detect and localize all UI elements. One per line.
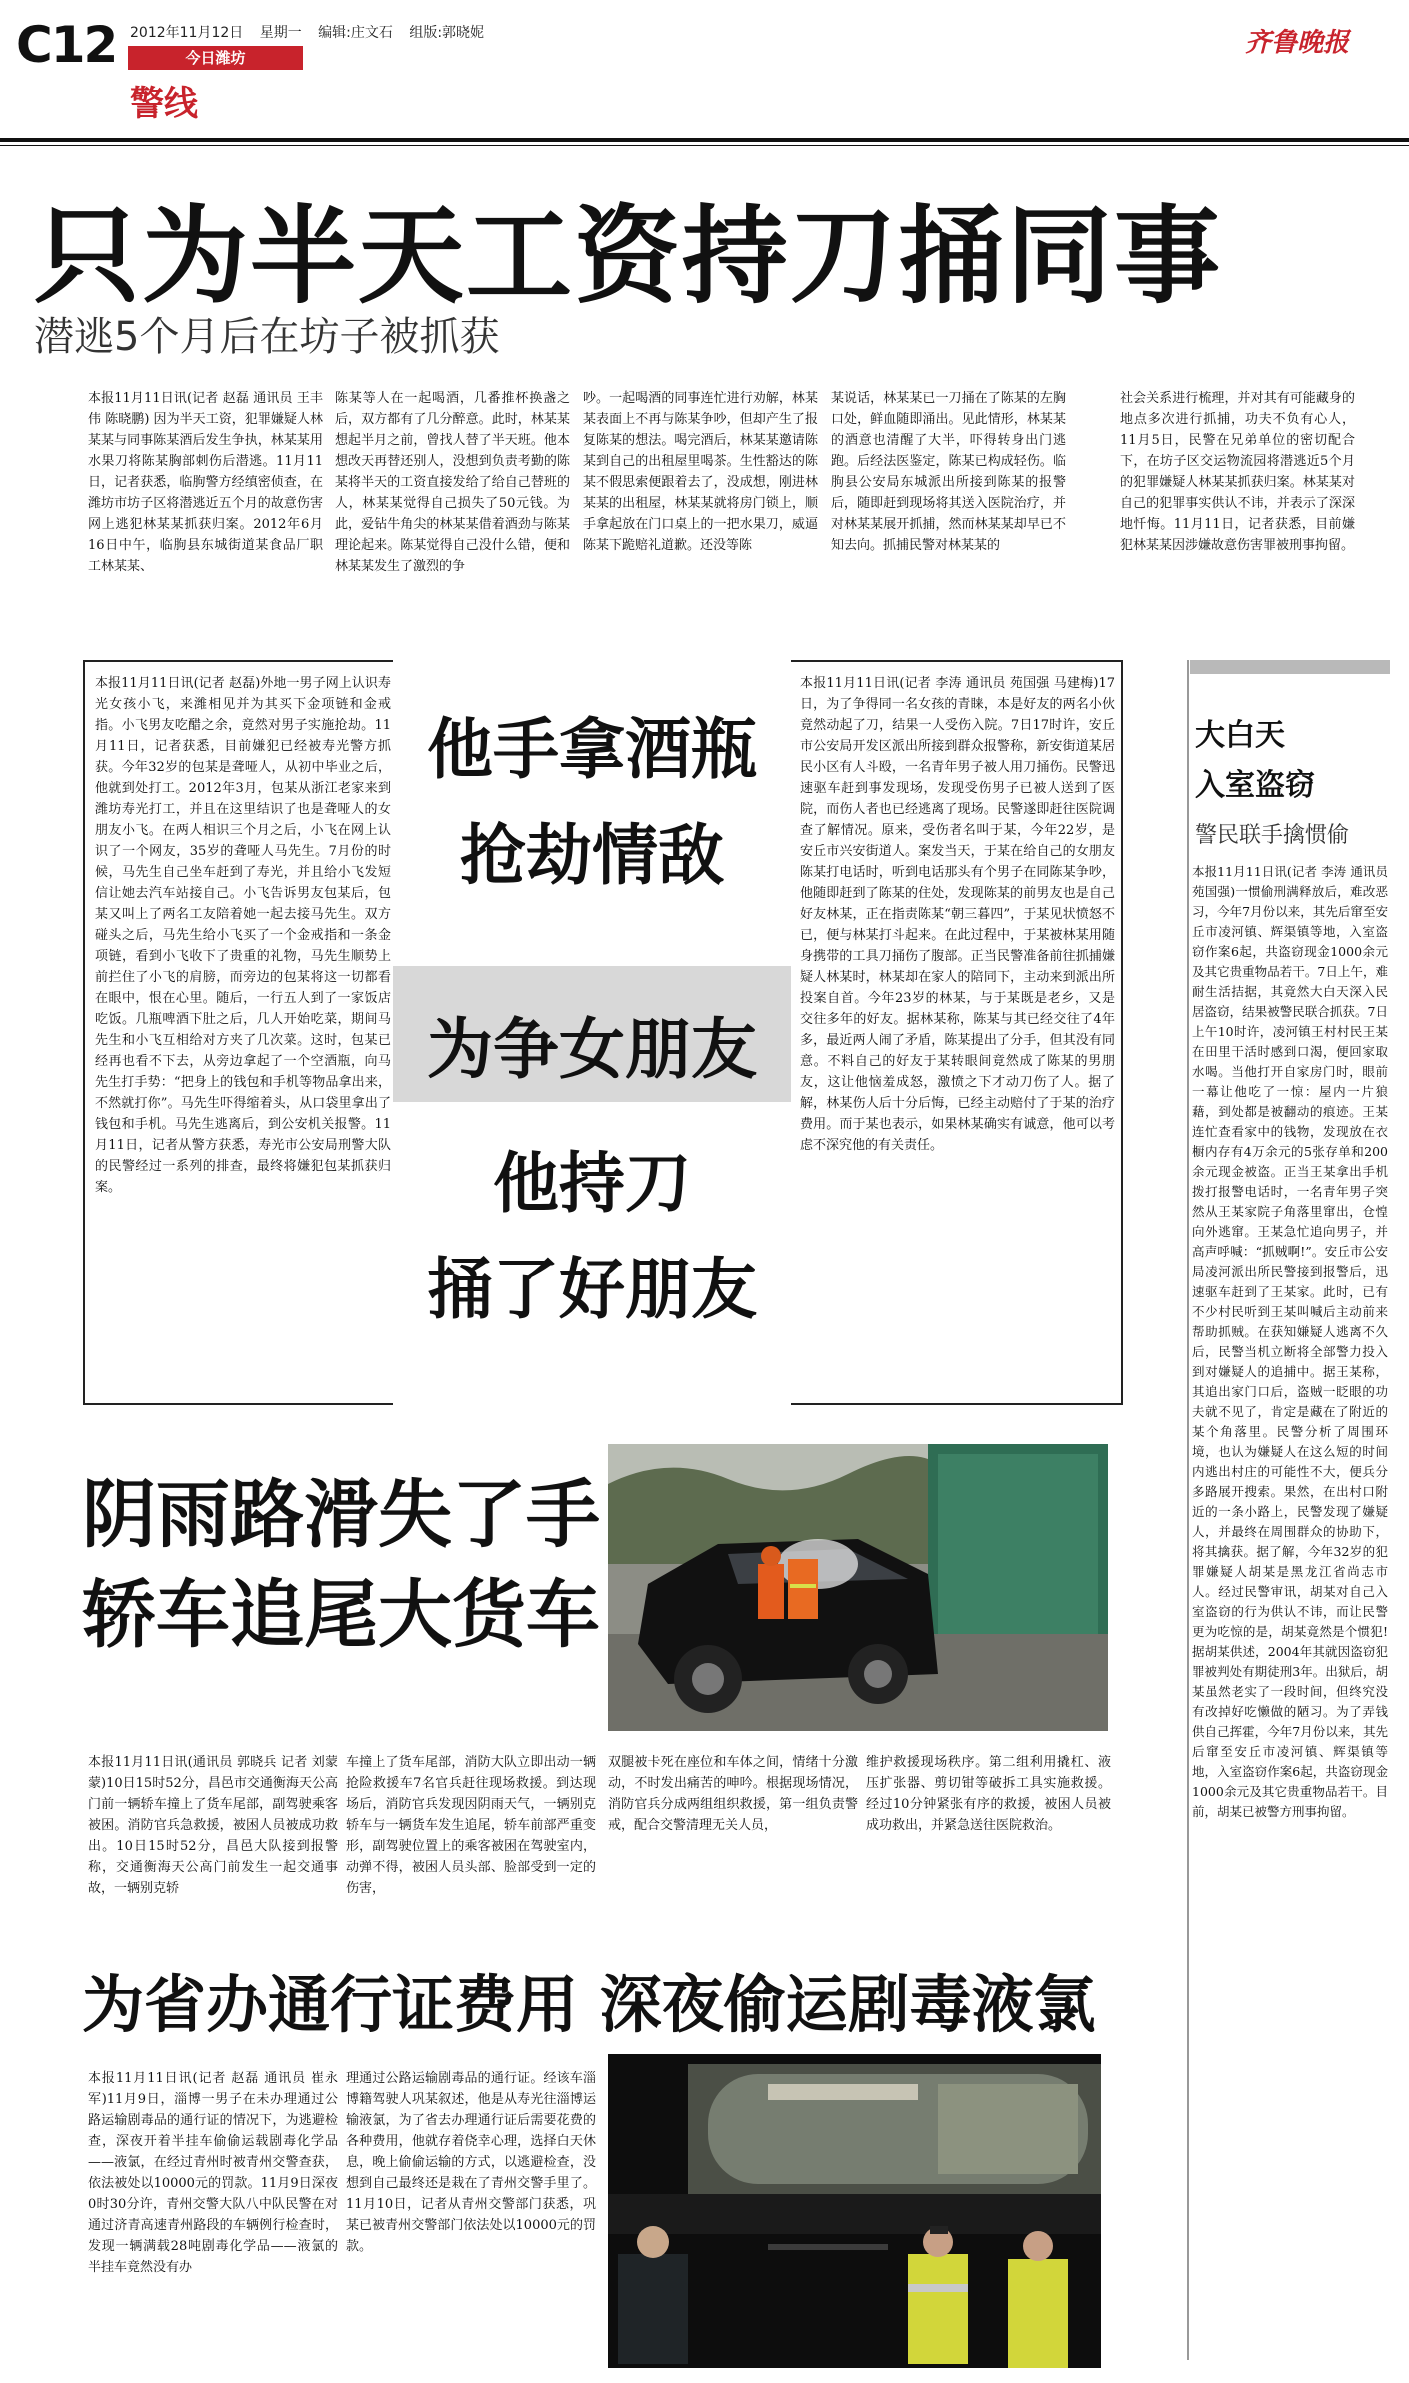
lead-subheadline: 潜逃5个月后在坊子被抓获 bbox=[34, 314, 500, 360]
box-heading-band bbox=[393, 966, 791, 1102]
weekday: 星期一 bbox=[259, 25, 302, 41]
box-heading-line-2: 抢劫情敌 bbox=[460, 817, 724, 894]
section-tag: 今日潍坊 bbox=[128, 46, 303, 70]
tanker-truck-photo bbox=[608, 2054, 1101, 2368]
box-story-left-text: 本报11月11日讯(记者 赵磊)外地一男子网上认识寿光女孩小飞，来潍相见并为其买下金项链和金戒指。小飞男友吃醋之余，竟然对男子实施抢劫。11月11日，记者获悉，目前嫌犯已经被寿光警方抓获。今年32岁的包某是聋哑人，从初中毕业之后，他就到处打工。2012年3月，包某从浙江老家来到潍坊寿光打工，并且在这里结识了也是聋哑人的女朋友小飞。在两人相识三个月之后，小飞在网上认识了一个网友，35岁的聋哑人马先生。7月份的时候，马先生自己坐车赶到了寿光，并且给小飞发短信让她去汽车站接自己。小飞告诉男友包某后，包某又叫上了两名工友陪着她一起去接马先生。双方碰头之后，马先生给小飞买了一个金戒指和一条金项链，看到小飞收下了贵重的礼物，马先生顺势上前拦住了小飞的肩膀，而旁边的包某将这一切都看在眼中，恨在心里。随后，一行五人到了一家饭店吃饭。几瓶啤酒下肚之后，几人开始吃菜，期间马先生和小飞互相给对方夹了几次菜。这时，包某已经再也看不下去，从旁边拿起了一个空酒瓶，向马先生打手势：“把身上的钱包和手机等物品拿出来，不然就打你”。马先生吓得缩着头，从口袋里拿出了钱包和手机。马先生逃离后，到公安机关报警。11月11日，记者从警方获悉，寿光市公安局刑警大队的民警经过一系列的排查，最终将嫌犯包某抓获归案。 bbox=[95, 676, 391, 1195]
lead-column-3: 吵。一起喝酒的同事连忙进行劝解，林某某表面上不再与陈某争吵，但却产生了报复陈某的想法。喝完酒后，林某某邀请陈某到自己的出租屋里喝茶。生性豁达的陈某不假思索便跟着去了，没成想，刚进林某某的出租屋，林某某就将房门锁上，顺手拿起放在门口桌上的一把水果刀，威逼陈某下跪赔礼道歉。还没等陈 bbox=[583, 391, 818, 553]
car-column-4: 维护救援现场秩序。第二组利用撬杠、液压扩张器、剪切钳等破拆工具实施救援。经过10分钟紧张有序的救援，被困人员被成功救出，并紧急送往医院救治。 bbox=[866, 1755, 1111, 1833]
lead-column-5: 社会关系进行梳理，并对其有可能藏身的地点多次进行抓捕，功夫不负有心人，11月5日，民警在兄弟单位的密切配合下，在坊子区交运物流园将潜逃近5个月的犯罪嫌疑人林某某抓获归案。林某某对自己的犯罪事实供认不讳，并表示了深深地忏悔。11月11日，记者获悉，目前嫌犯林某某因涉嫌故意伤害罪被刑事拘留。 bbox=[1120, 391, 1355, 553]
lead-headline: 只为半天工资持刀捅同事 bbox=[34, 195, 1222, 318]
masthead-logo: 齐鲁晚报 bbox=[1245, 28, 1350, 58]
hazmat-column-2: 理通过公路运输剧毒品的通行证。经该车淄博籍驾驶人巩某叙述，他是从寿光往淄博运输液氯，为了省去办理通行证后需要花费的各种费用，他就存着侥幸心理，选择白天休息，晚上偷偷运输的方式，以逃避检查，没想到自己最终还是栽在了青州交警手里了。11月10日，记者从青州交警部门获悉，巩某已被青州交警部门依法处以10000元的罚款。 bbox=[346, 2071, 596, 2254]
lead-column-2: 陈某等人在一起喝酒，几番推杯换盏之后，双方都有了几分醉意。此时，林某某想起半月之前，曾找人替了半天班。他本想改天再替还别人，没想到负责考勤的陈某将半天的工资直接发给了给自己替班的人，林某某觉得自己损失了50元钱。为此，爱钻牛角尖的林某某借着酒劲与陈某理论起来。陈某觉得自己没什么错，便和林某某发生了激烈的争 bbox=[335, 391, 570, 574]
sidebar-headline-2: 入室盗窃 bbox=[1195, 768, 1315, 803]
hazmat-column-1: 本报11月11日讯(记者 赵磊 通讯员 崔永军)11月9日，淄博一男子在未办理通过公路运输剧毒品的通行证的情况下，为逃避检查，深夜开着半挂车偷偷运载剧毒化学品——液氯，在经过青州时被青州交警查获，依法被处以10000元的罚款。11月9日深夜0时30分许，青州交警大队八中队民警在对通过济青高速青州路段的车辆例行检查时，发现一辆满载28吨剧毒化学品——液氯的半挂车竟然没有办 bbox=[88, 2071, 338, 2275]
sidebar-top-bar bbox=[1190, 660, 1390, 674]
car-headline-1: 阴雨路滑失了手 bbox=[82, 1472, 600, 1558]
date: 2012年11月12日 bbox=[130, 25, 244, 41]
car-column-1: 本报11月11日讯(通讯员 郭晓兵 记者 刘蒙蒙)10日15时52分，昌邑市交通衡海天公高门前一辆轿车撞上了货车尾部，副驾驶乘客被困。消防官兵急救援，被困人员被成功救出。10日15时52分，昌邑大队接到报警称，交通衡海天公高门前发生一起交通事故，一辆别克轿 bbox=[88, 1755, 338, 1896]
box-heading-line-5: 捅了好朋友 bbox=[427, 1251, 757, 1328]
sidebar-headline-1: 大白天 bbox=[1195, 718, 1285, 753]
car-column-3: 双腿被卡死在座位和车体之间，情绪十分激动，不时发出痛苦的呻吟。根据现场情况，消防官兵分成两组组织救援，第一组负责警戒，配合交警清理无关人员， bbox=[608, 1755, 858, 1833]
car-column-2: 车撞上了货车尾部，消防大队立即出动一辆抢险救援车7名官兵赶往现场救援。到达现场后，消防官兵发现因阴雨天气，一辆别克轿车与一辆货车发生追尾，轿车前部严重变形，副驾驶位置上的乘客被困在驾驶室内，动弹不得，被困人员头部、脸部受到一定的伤害， bbox=[346, 1755, 596, 1896]
box-heading-lower bbox=[393, 1102, 791, 1402]
header-rule-thin bbox=[0, 145, 1409, 146]
sidebar-deck: 警民联手擒惯偷 bbox=[1195, 823, 1350, 848]
section-name: 警线 bbox=[130, 84, 198, 124]
car-headline-2: 轿车追尾大货车 bbox=[82, 1572, 600, 1658]
car-accident-photo bbox=[608, 1444, 1108, 1731]
editor: 编辑:庄文石 bbox=[318, 25, 393, 41]
box-heading-line-3: 为争女朋友 bbox=[427, 1011, 757, 1088]
sidebar-body: 本报11月11日讯(记者 李涛 通讯员 苑国强)一惯偷刑满释放后，难改恶习，今年7月份以来，其先后窜至安丘市凌河镇、辉渠镇等地，入室盗窃作案6起，共盗窃现金1000余元及其它贵重物品若干。7日上午，难耐生活拮据，其竟然大白天深入民居盗窃，结果被警民联合抓获。7日上午10时许，凌河镇王村村民王某在田里干活时感到口渴，便回家取水喝。当他打开自家房门时，眼前一幕让他吃了一惊：屋内一片狼藉，到处都是被翻动的痕迹。王某连忙查看家中的钱物，发现放在衣橱内存有4万余元的5张存单和200余元现金被盗。正当王某拿出手机拨打报警电话时，一名青年男子突然从王某家院子角落里窜出，仓惶向外逃窜。王某急忙追向男子，并高声呼喊：“抓贼啊!”。安丘市公安局凌河派出所民警接到报警后，迅速驱车赶到了王某家。此时，已有不少村民听到王某叫喊后主动前来帮助抓贼。在获知嫌疑人逃离不久后，民警当机立断将全部警力投入到对嫌疑人的追捕中。据王某称，其追出家门口后，盗贼一眨眼的功夫就不见了，肯定是藏在了附近的某个角落里。民警分析了周围环境，也认为嫌疑人在这么短的时间内逃出村庄的可能性不大，便兵分多路展开搜索。果然，在出村口附近的一条小路上，民警发现了嫌疑人，并最终在周围群众的协助下，将其擒获。据了解，今年32岁的犯罪嫌疑人胡某是黑龙江省尚志市人。经过民警审讯，胡某对自己入室盗窃的行为供认不讳，而让民警更为吃惊的是，胡某竟然是个惯犯!据胡某供述，2004年其就因盗窃犯罪被判处有期徒刑3年。出狱后，胡某虽然老实了一段时间，但终究没有改掉好吃懒做的陋习。为了弄钱供自己挥霍，今年7月份以来，其先后窜至安丘市凌河镇、辉渠镇等地，入室盗窃作案6起，共盗窃现金1000余元及其它贵重物品若干。目前，胡某已被警方刑事拘留。 bbox=[1192, 864, 1388, 1819]
lead-column-1: 本报11月11日讯(记者 赵磊 通讯员 王丰伟 陈晓鹏) 因为半天工资，犯罪嫌疑人林某某与同事陈某酒后发生争执，林某某用水果刀将陈某胸部刺伤后潜逃。11月11日，记者获悉，临朐警方经缜密侦查，在潍坊市坊子区将潜逃近五个月的故意伤害网上逃犯林某某抓获归案。2012年6月16日中午，临朐县东城街道某食品厂职工林某某、 bbox=[88, 391, 323, 574]
dateline bbox=[130, 22, 496, 42]
box-story-right-text: 本报11月11日讯(记者 李涛 通讯员 苑国强 马建梅)17日，为了争得同一名女孩的青睐，本是好友的两名小伙竟然动起了刀，结果一人受伤入院。7日17时许，安丘市公安局开发区派出所接到群众报警称，新安街道某居民小区有人斗殴，一名青年男子被人用刀捅伤。民警迅速驱车赶到事发现场，发现受伤男子已被人送到了医院，而伤人者也已经逃离了现场。民警遂即赶往医院调查了解情况。原来，受伤者名叫于某，今年22岁，是安丘市兴安街道人。案发当天，于某在给自己的女朋友陈某打电话时，听到电话那头有个男子在同陈某争吵，他随即赶到了陈某的住处，发现陈某的前男友也是自己好友林某，正在指责陈某“朝三暮四”，于某见状愤怒不已，便与林某打斗起来。在此过程中，于某被林某用随身携带的工具刀捅伤了腹部。正当民警准备前往抓捕嫌疑人林某时，林某却在家人的陪同下，主动来到派出所投案自首。今年23岁的林某，与于某既是老乡，又是交往多年的好友。据林某称，陈某与其已经交往了4年多，最近两人闹了矛盾，陈某提出了分手，但其没有同意。不料自己的好友于某转眼间竟然成了陈某的男朋友，这让他恼羞成怒，激愤之下才动刀伤了人。据了解，林某伤人后十分后悔，已经主动赔付了于某的治疗费用。而于某也表示，如果林某确实有诚意，他可以考虑不深究他的有关责任。 bbox=[800, 676, 1115, 1153]
header-rule bbox=[0, 138, 1409, 142]
layout-credit: 组版:郭晓妮 bbox=[409, 25, 485, 41]
box-heading-line-1: 他手拿酒瓶 bbox=[427, 711, 757, 788]
sidebar-divider bbox=[1187, 660, 1189, 2360]
hazmat-headline: 为省办通行证费用 深夜偷运剧毒液氯 bbox=[82, 1968, 1096, 2041]
box-heading-line-4: 他持刀 bbox=[493, 1145, 691, 1222]
page-number: C12 bbox=[16, 16, 117, 74]
lead-column-4: 某说话，林某某已一刀捅在了陈某的左胸口处，鲜血随即涌出。见此情形，林某某的酒意也清醒了大半，吓得转身出门逃跑。后经法医鉴定，陈某已构成轻伤。临朐县公安局东城派出所接到陈某的报警后，随即赶到现场将其送入医院治疗，并对林某某展开抓捕，然而林某某却早已不知去向。抓捕民警对林某某的 bbox=[831, 391, 1066, 553]
